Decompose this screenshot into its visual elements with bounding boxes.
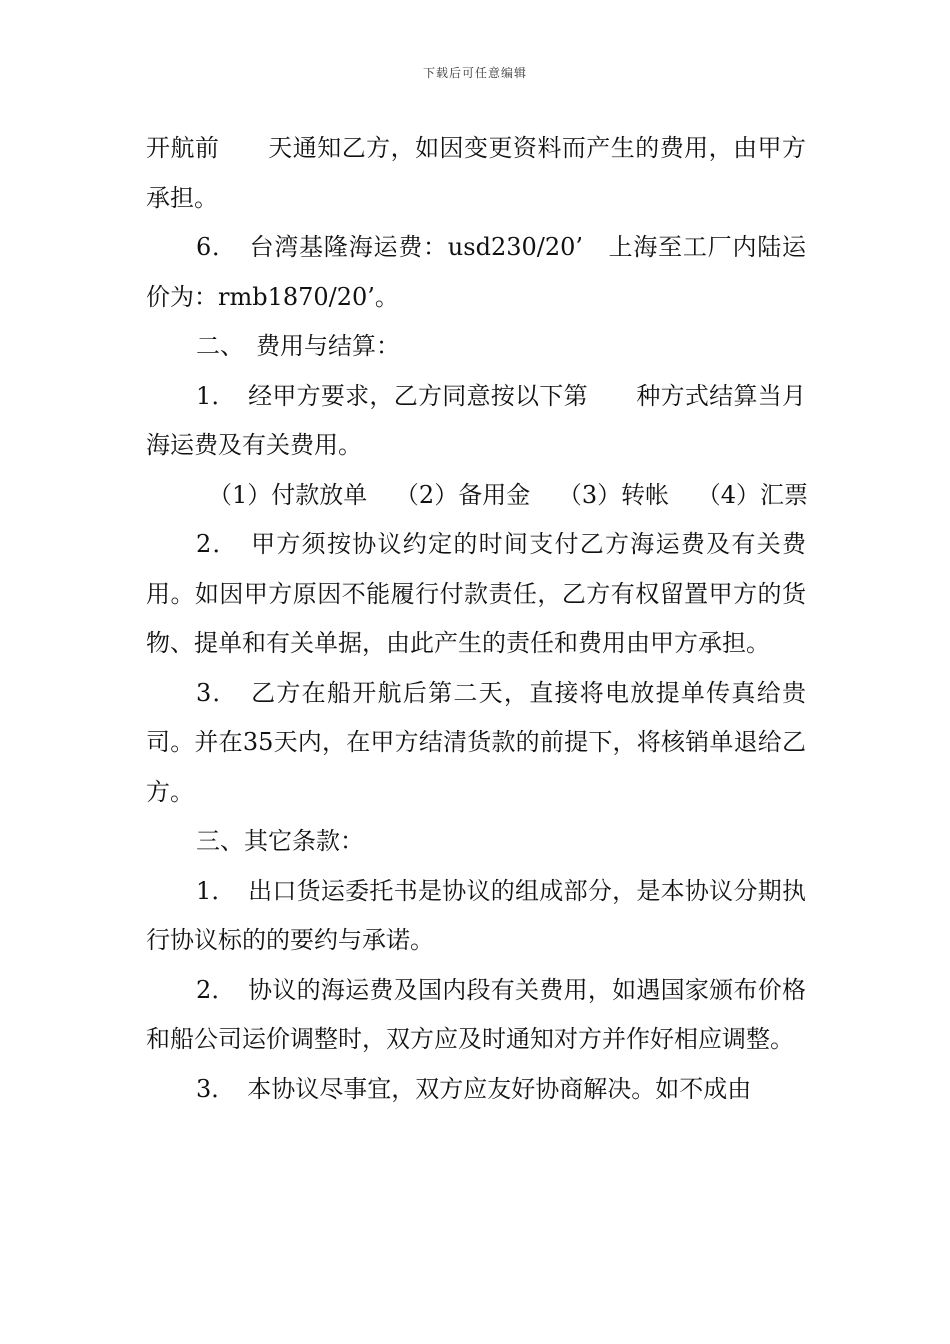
payment-options-list: [146, 471, 809, 521]
paragraph-consignment-note: 1． 出口货运委托书是协议的组成部分，是本协议分期执行协议标的的要约与承诺。: [146, 876, 806, 954]
payment-option-cash-release: （1）付款放单: [208, 480, 368, 509]
page-header: 下载后可任意编辑: [422, 66, 527, 80]
section-heading-other-terms: 三、其它条款：: [196, 827, 364, 855]
paragraph-telex-release: 3． 乙方在船开航后第二天，直接将电放提单传真给贵司。并在35天内，在甲方结清货款的前提下，将核销单退给乙方。: [146, 678, 806, 806]
paragraph-freight-rates: 6． 台湾基隆海运费：usd230/20’ 上海至工厂内陆运价为：rmb1870/20’。: [146, 233, 806, 311]
payment-option-draft: （4）汇票: [696, 480, 809, 509]
payment-option-reserve-fund: （2）备用金: [394, 480, 531, 509]
paragraph-payment-terms: 2． 甲方须按协议约定的时间支付乙方海运费及有关费用。如因甲方原因不能履行付款责任，乙方有权留置甲方的货物、提单和有关单据，由此产生的责任和费用由甲方承担。: [146, 530, 806, 657]
paragraph-rate-adjustment: 2． 协议的海运费及国内段有关费用，如遇国家颁布价格和船公司运价调整时，双方应及时通知对方并作好相应调整。: [146, 975, 806, 1053]
payment-option-transfer: （3）转帐: [557, 480, 670, 509]
paragraph-settlement-method: 1． 经甲方要求，乙方同意按以下第 种方式结算当月海运费及有关费用。: [146, 381, 806, 459]
section-heading-fees: 二、 费用与结算：: [196, 332, 400, 360]
paragraph-notice-change: 开航前 天通知乙方，如因变更资料而产生的费用，由甲方承担。: [146, 134, 806, 212]
paragraph-dispute-resolution: 3． 本协议尽事宜，双方应友好协商解决。如不成由: [196, 1074, 752, 1103]
document-body: [146, 124, 809, 1114]
